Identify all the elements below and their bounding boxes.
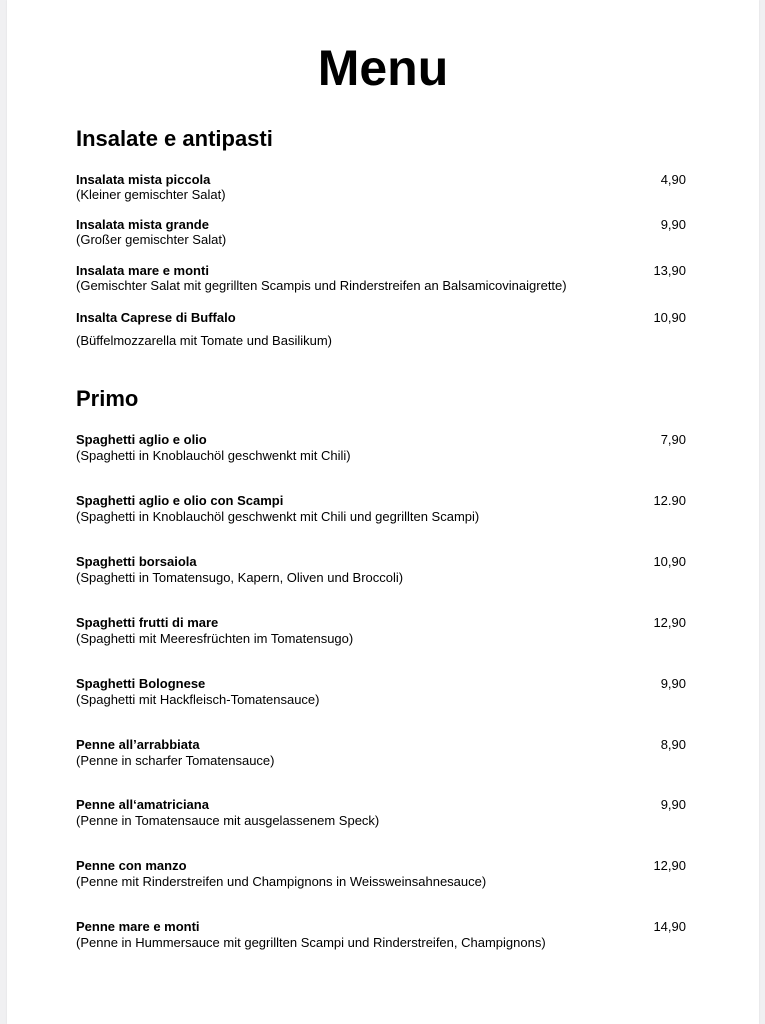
item-description: (Spaghetti mit Hackfleisch-Tomatensauce) [76,692,320,707]
menu-item [76,310,686,352]
section-title-primo: Primo [76,386,139,411]
menu-item [76,919,686,959]
item-description: (Gemischter Salat mit gegrillten Scampis und Rinderstreifen an Balsamicovinaigrette) [76,278,567,293]
item-name: Spaghetti aglio e olio [76,432,207,447]
menu-item [76,263,686,303]
item-name: Penne all‘amatriciana [76,797,209,812]
item-price: 12.90 [653,493,686,508]
item-price: 12,90 [653,615,686,630]
item-price: 7,90 [660,432,686,447]
item-name: Penne mare e monti [76,919,200,934]
item-description: (Büffelmozzarella mit Tomate und Basilikum) [76,333,333,348]
menu-page [7,0,759,1024]
menu-item [76,676,686,716]
item-description: (Penne in Tomatensauce mit ausgelassenem Speck) [76,813,380,828]
item-price: 4,90 [660,172,686,187]
item-name: Insalata mista grande [76,217,209,232]
item-name: Spaghetti borsaiola [76,554,197,569]
item-name: Spaghetti frutti di mare [76,615,219,630]
item-description: (Penne in Hummersauce mit gegrillten Scampi und Rinderstreifen, Champignons) [76,935,546,950]
item-name: Insalata mare e monti [76,263,209,278]
menu-item [76,554,686,594]
item-description: (Kleiner gemischter Salat) [76,187,226,202]
menu-item [76,432,686,472]
item-name: Penne all’arrabbiata [76,737,200,752]
item-description: (Großer gemischter Salat) [76,232,227,247]
item-description: (Spaghetti in Knoblauchöl geschwenkt mit Chili und gegrillten Scampi) [76,509,480,524]
item-name: Insalta Caprese di Buffalo [76,310,236,325]
item-description: (Penne in scharfer Tomatensauce) [76,753,275,768]
menu-item [76,615,686,655]
menu-item [76,858,686,898]
item-description: (Penne mit Rinderstreifen und Champignons in Weissweinsahnesauce) [76,874,487,889]
item-name: Penne con manzo [76,858,187,873]
menu-item [76,172,686,212]
item-name: Insalata mista piccola [76,172,211,187]
item-price: 12,90 [653,858,686,873]
item-name: Spaghetti aglio e olio con Scampi [76,493,284,508]
item-name: Spaghetti Bolognese [76,676,206,691]
section-title-insalate: Insalate e antipasti [76,126,273,151]
item-description: (Spaghetti mit Meeresfrüchten im Tomatensugo) [76,631,354,646]
item-price: 9,90 [660,217,686,232]
item-description: (Spaghetti in Tomatensugo, Kapern, Oliven und Broccoli) [76,570,404,585]
item-price: 8,90 [660,737,686,752]
menu-item [76,737,686,777]
menu-item [76,797,686,837]
item-price: 10,90 [653,310,686,325]
menu-item [76,217,686,257]
item-price: 14,90 [653,919,686,934]
page-title: Menu [317,40,449,96]
item-price: 9,90 [660,676,686,691]
item-price: 10,90 [653,554,686,569]
item-description: (Spaghetti in Knoblauchöl geschwenkt mit Chili) [76,448,351,463]
item-price: 13,90 [653,263,686,278]
item-price: 9,90 [660,797,686,812]
menu-item [76,493,686,533]
